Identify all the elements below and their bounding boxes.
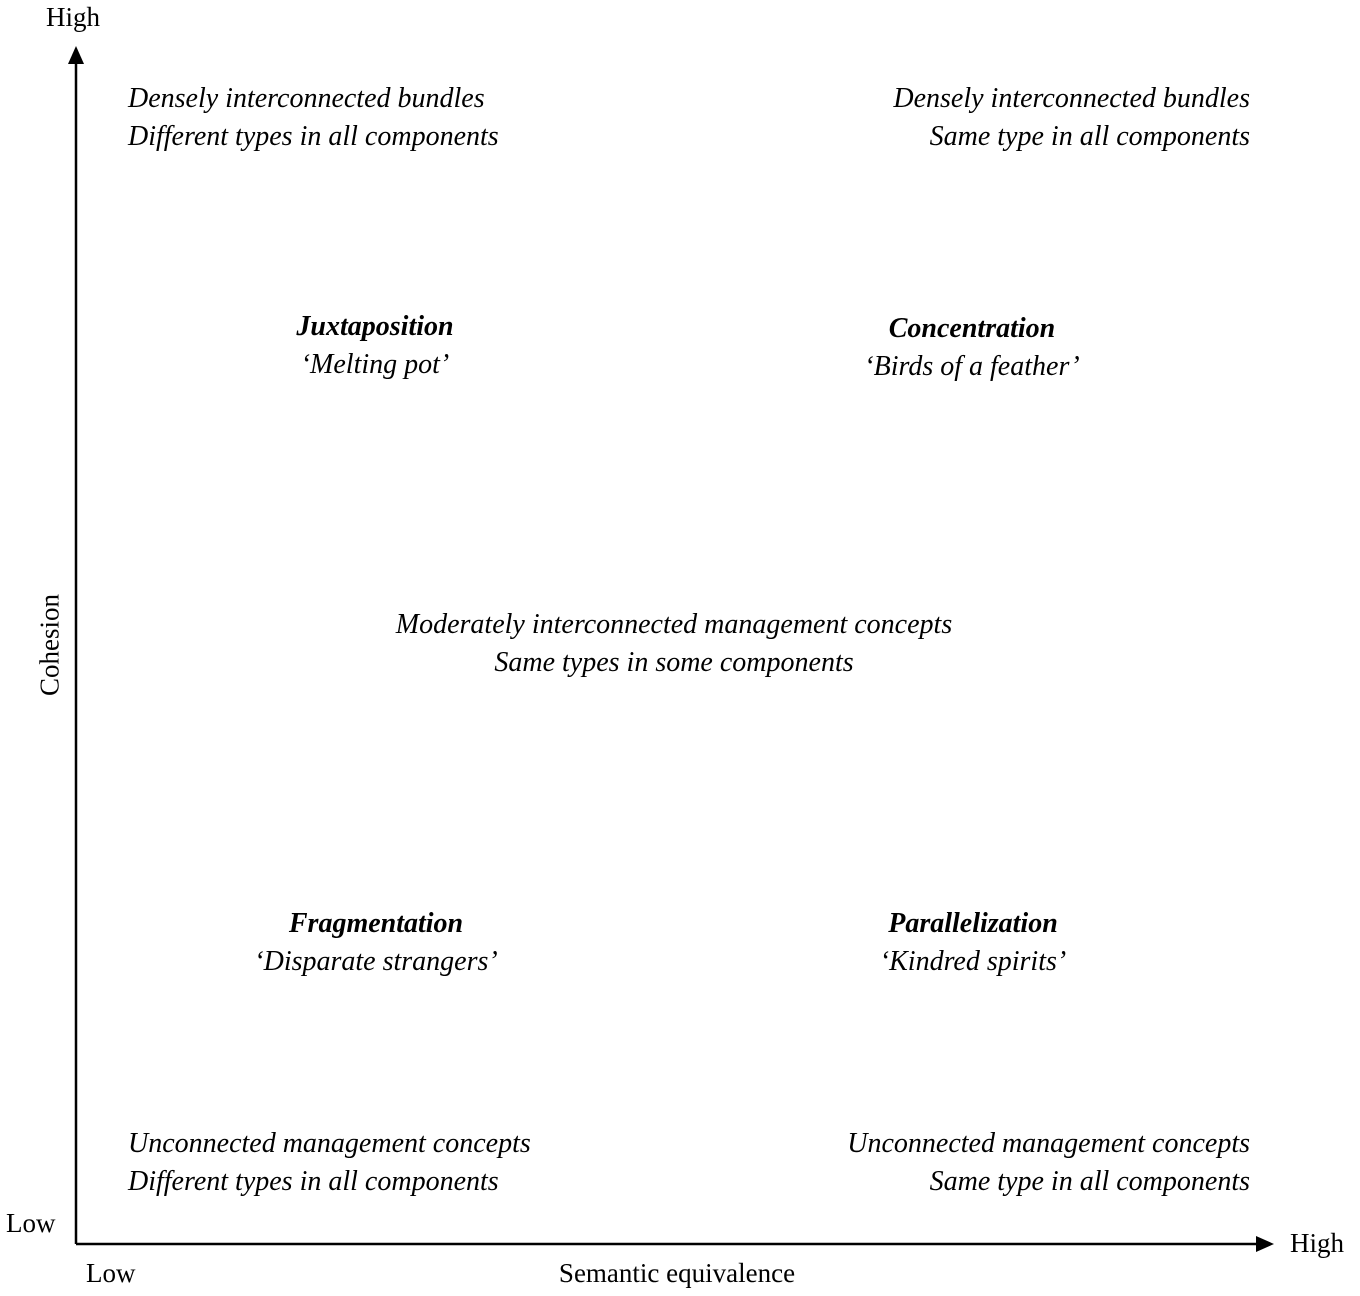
y-axis-high-label: High [46,2,100,32]
parallelization-quadrant [880,905,1066,981]
top-left-line-1: Densely interconnected bundles [128,83,485,114]
juxtaposition-subtitle: ‘Melting pot’ [300,349,450,380]
bottom-right-description [847,1125,1250,1201]
top-left-line-2: Different types in all components [128,121,499,152]
y-axis-low-label: Low [6,1208,56,1238]
y-axis-arrow [68,46,84,64]
top-right-description [893,80,1250,156]
fragmentation-title: Fragmentation [288,908,464,939]
top-left-description [128,80,499,156]
bottom-left-description [128,1125,531,1201]
bottom-left-line-2: Different types in all components [128,1166,499,1197]
bottom-right-line-1: Unconnected management concepts [847,1128,1250,1159]
fragmentation-subtitle: ‘Disparate strangers’ [254,946,498,977]
middle-description [396,606,952,682]
bottom-right-line-2: Same type in all components [929,1166,1250,1197]
y-axis-title: Cohesion [34,593,65,697]
parallelization-subtitle: ‘Kindred spirits’ [879,946,1067,977]
juxtaposition-title: Juxtaposition [296,311,454,342]
x-axis-title: Semantic equivalence [558,1258,796,1288]
concentration-quadrant [864,310,1079,386]
fragmentation-quadrant [254,905,497,981]
x-axis-arrow [1256,1236,1274,1252]
x-axis-high-label: High [1290,1228,1344,1258]
middle-line-1: Moderately interconnected management concepts [395,609,953,640]
bottom-left-line-1: Unconnected management concepts [128,1128,531,1159]
x-axis-low-label: Low [86,1258,136,1288]
top-right-line-1: Densely interconnected bundles [893,83,1250,114]
middle-line-2: Same types in some components [494,647,854,678]
top-right-line-2: Same type in all components [929,121,1250,152]
parallelization-title: Parallelization [888,908,1058,939]
concentration-subtitle: ‘Birds of a feather’ [864,351,1080,382]
juxtaposition-quadrant [296,308,453,384]
concentration-title: Concentration [888,313,1056,344]
